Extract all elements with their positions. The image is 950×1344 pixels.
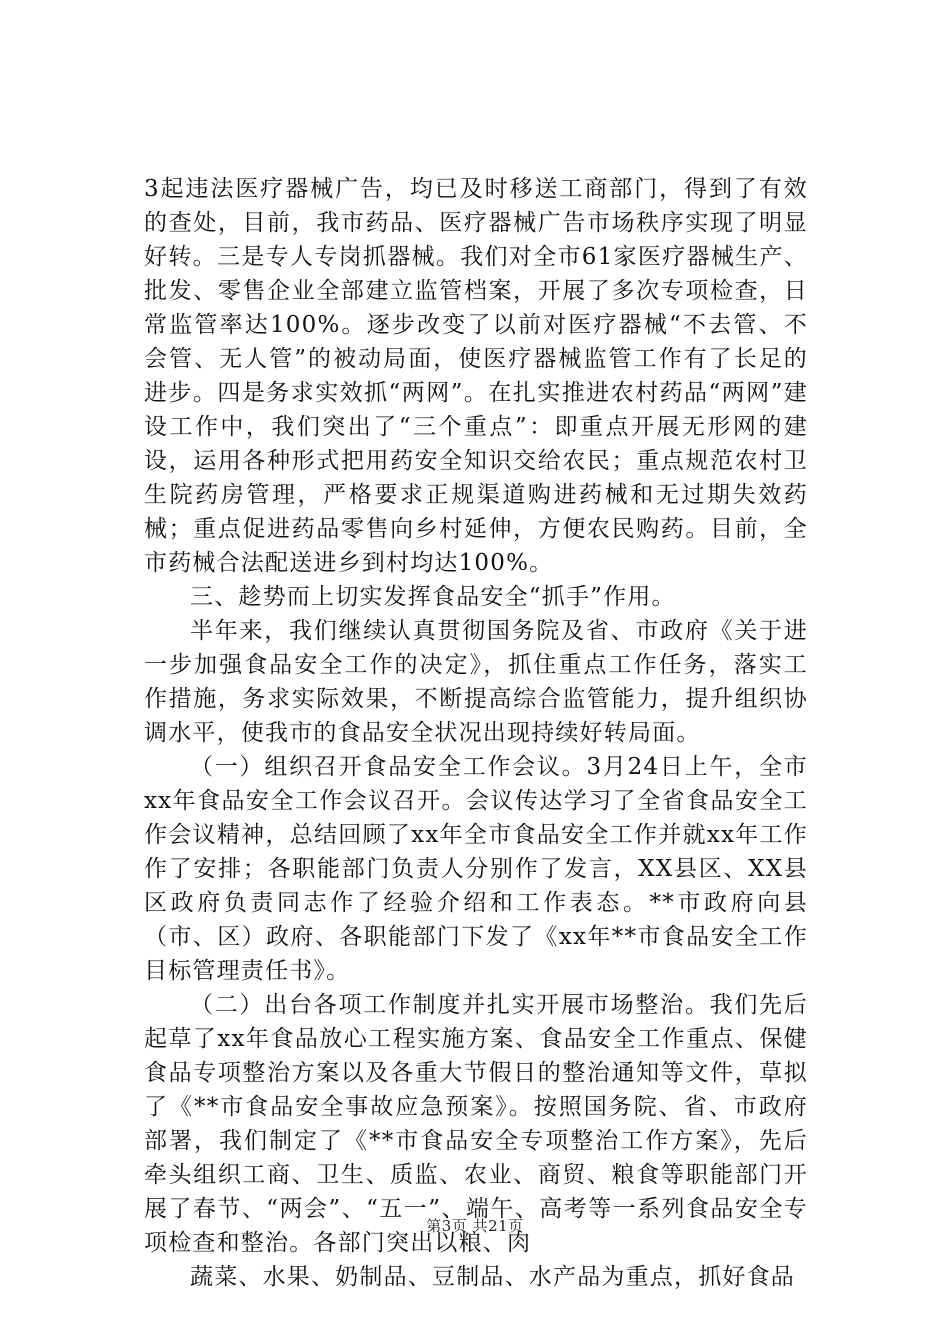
paragraph-work-systems-market-rectification: （二）出台各项工作制度并扎实开展市场整治。我们先后起草了xx年食品放心工程实施方案、食品安全工作重点、保健食品专项整治方案以及各重大节假日的整治通知等文件，草拟了《**市食品安全事故应急预案》。按照国务院、省、市政府部署，我们制定了《**市食品安全专项整治工作方案》，先后牵头组织工商、卫生、质监、农业、商贸、粮食等职能部门开展了春节、“两会”、“五一”、端午、高考等一系列食品安全专项检查和整治。各部门突出以粮、肉 [144,992,808,1256]
paragraph-half-year-summary: 半年来，我们继续认真贯彻国务院及省、市政府《关于进一步加强食品安全工作的决定》，抓住重点工作任务，落实工作措施，务求实际效果，不断提高综合监管能力，提升组织协调水平，使我市的食品安全状况出现持续好转局面。 [144,618,808,746]
paragraph-medical-device-supervision: 3起违法医疗器械广告，均已及时移送工商部门，得到了有效的查处，目前，我市药品、医疗器械广告市场秩序实现了明显好转。三是专人专岗抓器械。我们对全市61家医疗器械生产、批发、零售企业全部建立监管档案，开展了多次专项检查，日常监管率达100%。逐步改变了以前对医疗器械“不去管、不会管、无人管”的被动局面，使医疗器械监管工作有了长足的进步。四是务求实效抓“两网”。在扎实推进农村药品“两网”建设工作中，我们突出了“三个重点”：即重点开展无形网的建设，运用各种形式把用药安全知识交给农民；重点规范农村卫生院药房管理，严格要求正规渠道购进药械和无过期失效药械；重点促进药品零售向乡村延伸，方便农民购药。目前，全市药械合法配送进乡到村均达100%。 [144,176,808,576]
page-footer [0,1215,950,1236]
page-number-indicator: 第3页 共21页 [426,1217,524,1235]
paragraph-food-safety-meeting: （一）组织召开食品安全工作会议。3月24日上午，全市xx年食品安全工作会议召开。会议传达学习了全省食品安全工作会议精神，总结回顾了xx年全市食品安全工作并就xx年工作作了安排；各职能部门负责人分别作了发言，XX县区、XX县区政府负责同志作了经验介绍和工作表态。**市政府向县（市、区）政府、各职能部门下发了《xx年**市食品安全工作目标管理责任书》。 [144,754,808,984]
document-body [144,172,808,1294]
paragraph-continuation: 蔬菜、水果、奶制品、豆制品、水产品为重点，抓好食品 [190,1264,795,1290]
section-heading-food-safety: 三、趁势而上切实发挥食品安全“抓手”作用。 [190,584,676,610]
